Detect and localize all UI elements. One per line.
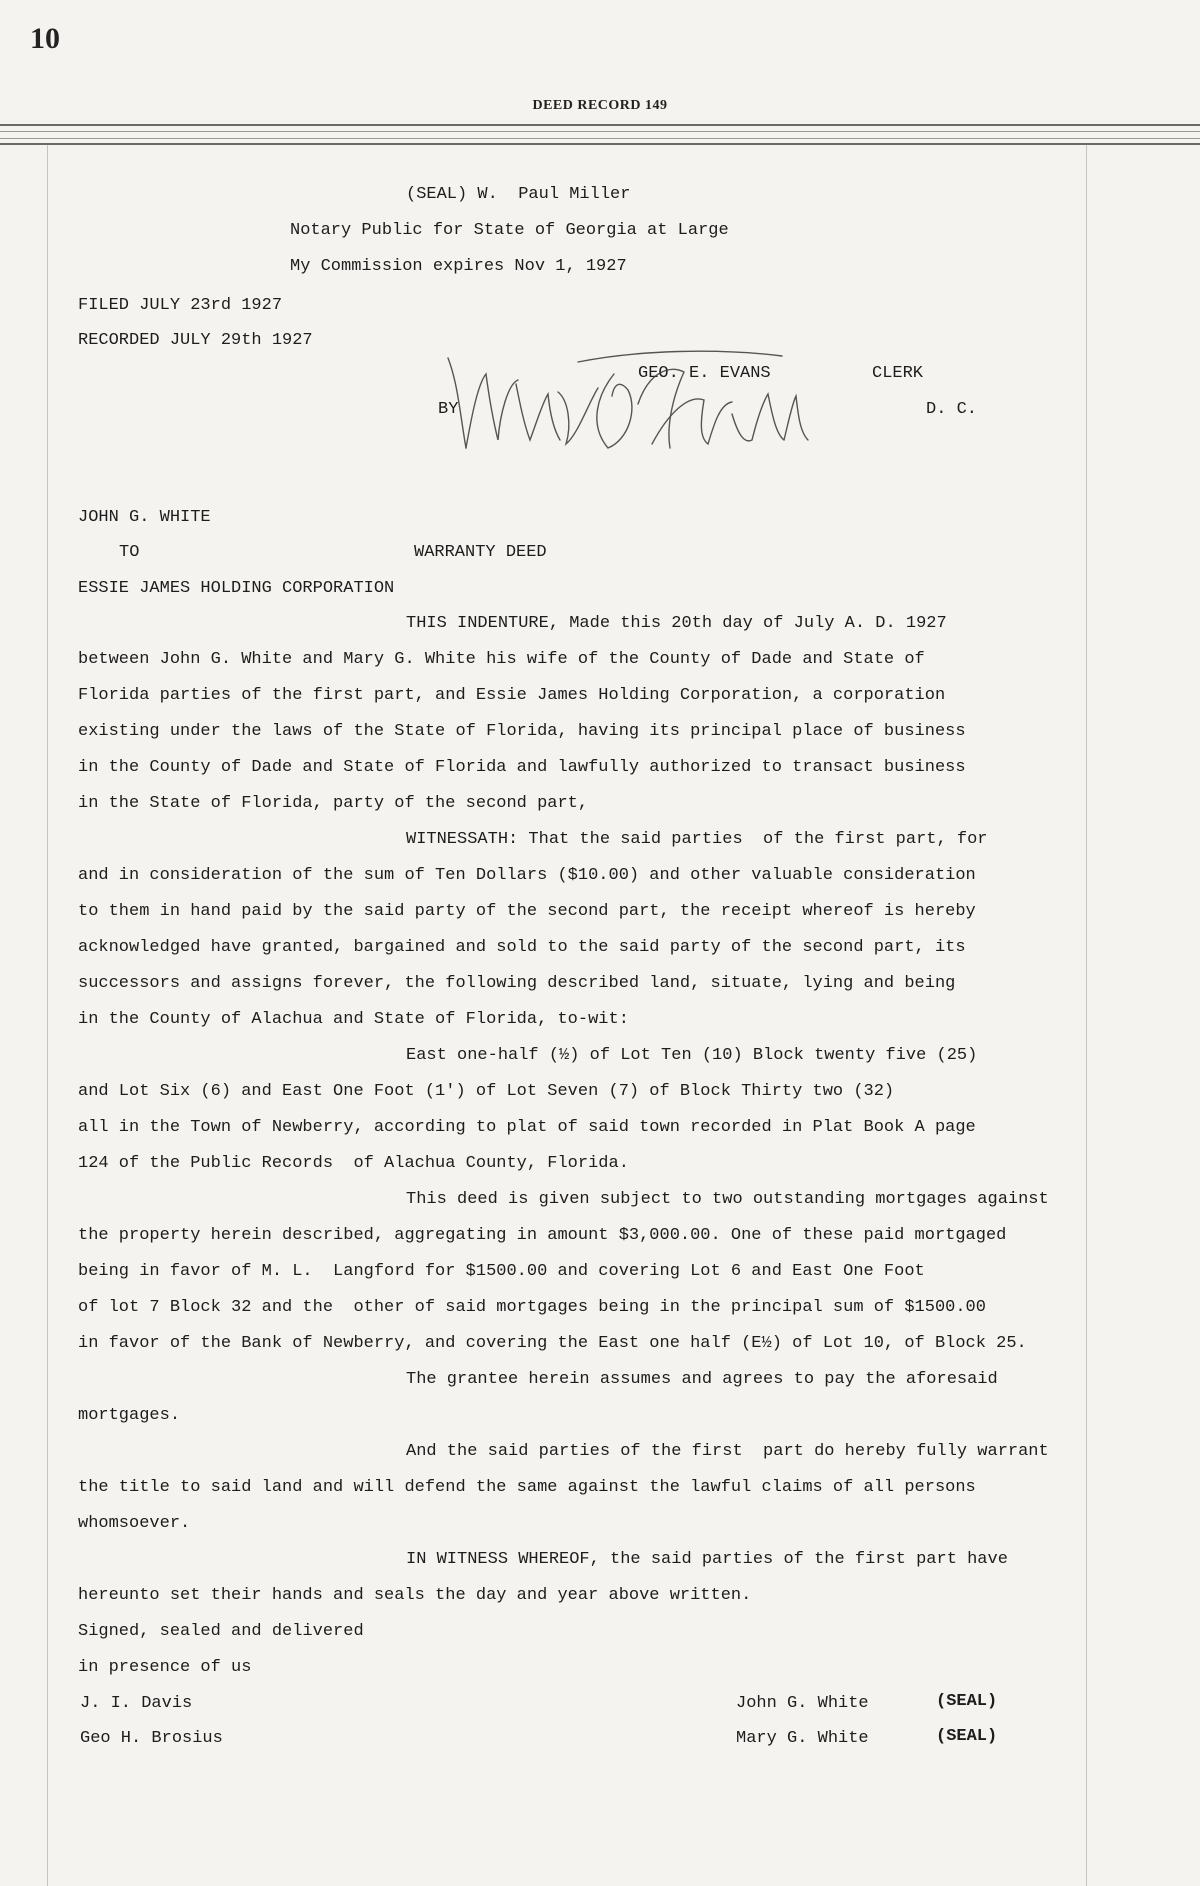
body-line: THIS INDENTURE, Made this 20th day of July A. D. 1927 xyxy=(406,614,947,633)
body-line: hereunto set their hands and seals the day and year above written. xyxy=(78,1586,752,1605)
body-line: mortgages. xyxy=(78,1406,181,1425)
body-line: all in the Town of Newberry, according to plat of said town recorded in Plat Book A page xyxy=(78,1118,976,1137)
body-line: in presence of us xyxy=(78,1658,252,1677)
signer-name: John G. White xyxy=(736,1694,869,1713)
grantee-name: ESSIE JAMES HOLDING CORPORATION xyxy=(78,579,395,598)
clerk-title: CLERK xyxy=(872,364,924,383)
recorded-date: RECORDED JULY 29th 1927 xyxy=(78,331,313,350)
body-line: whomsoever. xyxy=(78,1514,191,1533)
notary-seal-line: (SEAL) W. Paul Miller xyxy=(406,185,631,204)
right-margin-line xyxy=(1086,145,1087,1886)
body-line: successors and assigns forever, the following described land, situate, lying and being xyxy=(78,974,956,993)
body-line: in the State of Florida, party of the second part, xyxy=(78,794,589,813)
to-label: TO xyxy=(119,543,140,562)
filed-date: FILED JULY 23rd 1927 xyxy=(78,296,283,315)
grantor-name: JOHN G. WHITE xyxy=(78,508,211,527)
body-line: Signed, sealed and delivered xyxy=(78,1622,364,1641)
header-rule xyxy=(0,124,1200,126)
body-line: and in consideration of the sum of Ten Dollars ($10.00) and other valuable consideration xyxy=(78,866,976,885)
seal-mark: (SEAL) xyxy=(936,1727,998,1746)
page-number: 10 xyxy=(30,22,60,55)
body-line: in favor of the Bank of Newberry, and covering the East one half (E½) of Lot 10, of Block 25. xyxy=(78,1334,1027,1353)
deputy-clerk-label: D. C. xyxy=(926,400,978,419)
header-rule xyxy=(0,131,1200,132)
notary-commission-line: My Commission expires Nov 1, 1927 xyxy=(290,257,627,276)
deputy-clerk-signature xyxy=(438,344,818,456)
body-line: between John G. White and Mary G. White his wife of the County of Dade and State of xyxy=(78,650,925,669)
header-rule xyxy=(0,138,1200,139)
body-line: This deed is given subject to two outstanding mortgages against xyxy=(406,1190,1049,1209)
notary-title-line: Notary Public for State of Georgia at Large xyxy=(290,221,729,240)
body-line: WITNESSATH: That the said parties of the first part, for xyxy=(406,830,988,849)
clerk-name: GEO. E. EVANS xyxy=(638,364,771,383)
header-rule xyxy=(0,143,1200,145)
body-line: of lot 7 Block 32 and the other of said mortgages being in the principal sum of $1500.00 xyxy=(78,1298,986,1317)
body-line: And the said parties of the first part do hereby fully warrant xyxy=(406,1442,1049,1461)
body-line: IN WITNESS WHEREOF, the said parties of the first part have xyxy=(406,1550,1008,1569)
body-line: to them in hand paid by the said party of the second part, the receipt whereof is hereby xyxy=(78,902,976,921)
body-line: existing under the laws of the State of Florida, having its principal place of business xyxy=(78,722,966,741)
body-line: in the County of Dade and State of Florida and lawfully authorized to transact business xyxy=(78,758,966,777)
left-margin-line xyxy=(47,145,48,1886)
seal-mark: (SEAL) xyxy=(936,1692,998,1711)
body-line: 124 of the Public Records of Alachua County, Florida. xyxy=(78,1154,629,1173)
record-book-title: DEED RECORD 149 xyxy=(532,98,668,113)
signer-name: Mary G. White xyxy=(736,1729,869,1748)
body-line: acknowledged have granted, bargained and sold to the said party of the second part, its xyxy=(78,938,966,957)
body-line: being in favor of M. L. Langford for $1500.00 and covering Lot 6 and East One Foot xyxy=(78,1262,925,1281)
by-label: BY xyxy=(438,400,459,419)
body-line: the title to said land and will defend the same against the lawful claims of all persons xyxy=(78,1478,976,1497)
witness-name: J. I. Davis xyxy=(80,1694,193,1713)
body-line: in the County of Alachua and State of Florida, to-wit: xyxy=(78,1010,629,1029)
body-line: Florida parties of the first part, and Essie James Holding Corporation, a corporation xyxy=(78,686,946,705)
body-line: the property herein described, aggregating in amount $3,000.00. One of these paid mortgaged xyxy=(78,1226,1007,1245)
body-line: The grantee herein assumes and agrees to pay the aforesaid xyxy=(406,1370,998,1389)
body-line: and Lot Six (6) and East One Foot (1') of Lot Seven (7) of Block Thirty two (32) xyxy=(78,1082,895,1101)
body-line: East one-half (½) of Lot Ten (10) Block twenty five (25) xyxy=(406,1046,978,1065)
deed-type: WARRANTY DEED xyxy=(414,543,547,562)
witness-name: Geo H. Brosius xyxy=(80,1729,223,1748)
